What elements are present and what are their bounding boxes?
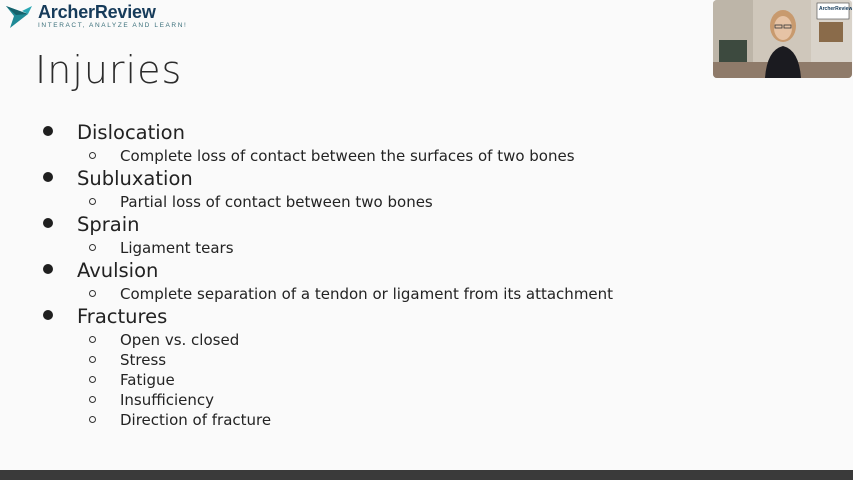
footer-bar [0,470,853,480]
sub-bullet-label: Complete separation of a tendon or ligament from its attachment [120,285,614,303]
bullet-item-label: Avulsion [77,259,159,282]
slide-title: Injuries [35,48,183,92]
logo-tagline: INTERACT, ANALYZE AND LEARN! [38,22,188,29]
circle-bullet-icon [89,416,96,423]
bullet-item-label: Dislocation [77,121,185,144]
webcam-sign-text: ArcherReview [819,6,852,12]
bullet-dot-icon [43,310,53,320]
bullet-item-label: Subluxation [77,167,193,190]
bullet-item [0,212,700,238]
bullet-item [0,120,700,146]
sub-bullet-label: Fatigue [120,371,175,389]
archer-review-logo [4,2,187,30]
sub-bullet-label: Stress [120,351,167,369]
circle-bullet-icon [89,356,96,363]
presenter-webcam-video[interactable] [713,0,852,78]
sub-bullet-label: Insufficiency [120,391,215,409]
bullet-dot-icon [43,264,53,274]
circle-bullet-icon [89,244,96,251]
arrow-logo-icon [4,2,34,30]
sub-bullet-item [0,410,700,430]
sub-bullet-item [0,390,700,410]
circle-bullet-icon [89,396,96,403]
logo-name: ArcherReview [38,2,156,22]
sub-bullet-label: Ligament tears [120,239,234,257]
circle-bullet-icon [89,152,96,159]
bullet-dot-icon [43,172,53,182]
sub-bullet-item [0,192,700,212]
sub-bullet-item [0,238,700,258]
bullet-item [0,166,700,192]
sub-bullet-item [0,146,700,166]
sub-bullet-item [0,330,700,350]
sub-bullet-item [0,370,700,390]
bullet-dot-icon [43,126,53,136]
bullet-dot-icon [43,218,53,228]
sub-bullet-label: Partial loss of contact between two bones [120,193,433,211]
bullet-item [0,258,700,284]
sub-bullet-label: Direction of fracture [120,411,272,429]
bullet-item-label: Fractures [77,305,168,328]
circle-bullet-icon [89,336,96,343]
sub-bullet-label: Complete loss of contact between the surfaces of two bones [120,147,575,165]
sub-bullet-item [0,350,700,370]
sub-bullet-item [0,284,700,304]
circle-bullet-icon [89,198,96,205]
bullet-item-label: Sprain [77,213,140,236]
circle-bullet-icon [89,376,96,383]
presenter-video-frame [713,0,852,78]
bullet-item [0,304,700,330]
bullet-list [0,120,700,430]
sub-bullet-label: Open vs. closed [120,331,240,349]
circle-bullet-icon [89,290,96,297]
